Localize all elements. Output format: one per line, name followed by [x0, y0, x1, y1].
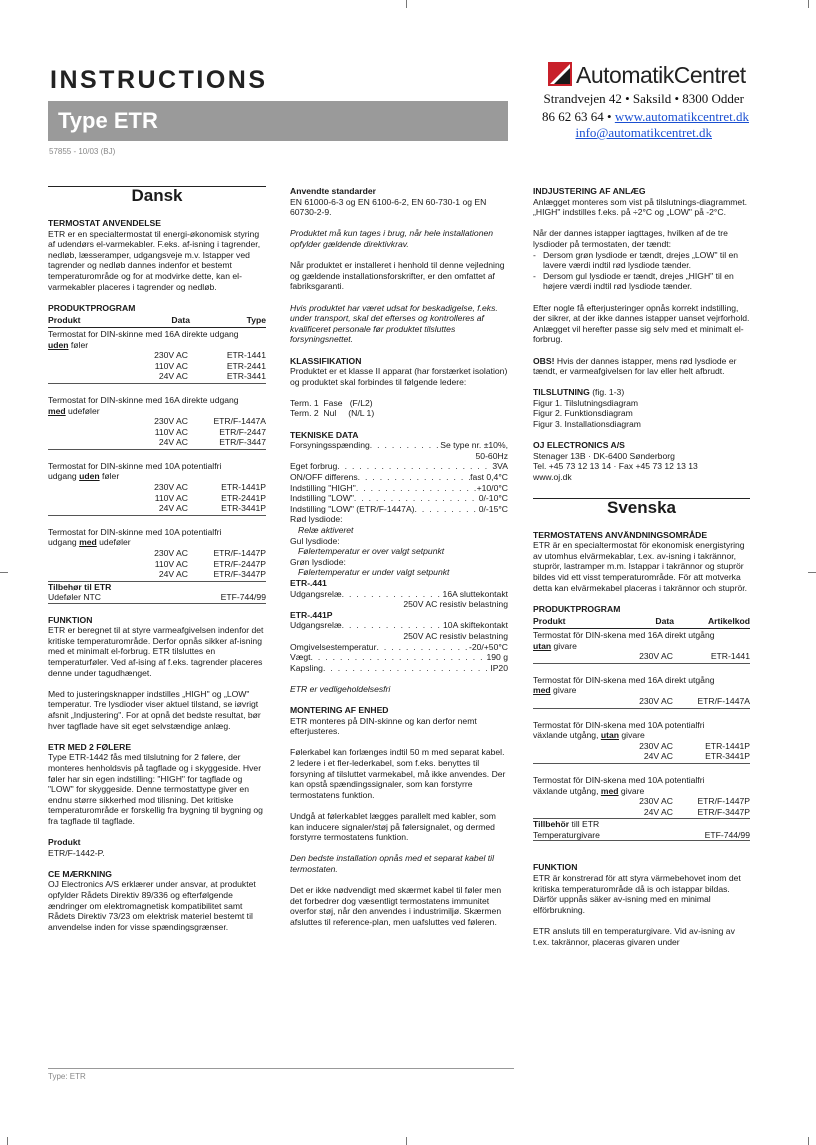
product-row — [533, 696, 750, 707]
product-row — [48, 416, 266, 427]
led-green-label: Grøn lysdiode: — [290, 556, 346, 567]
product-voltage: 110V AC — [154, 558, 188, 569]
product-row — [48, 559, 266, 570]
tech-value: IP20 — [490, 662, 508, 673]
tech-value: 0/-10°C — [478, 493, 508, 504]
terminal-1: Term. 1 Fase (F/L2) — [290, 397, 373, 408]
tech-data-list — [290, 440, 508, 514]
product-desc-suffix: udeføler — [96, 537, 131, 548]
section-heading: FUNKTION — [48, 614, 93, 625]
product-table-svenska — [533, 630, 750, 819]
tech-row — [290, 642, 508, 653]
product-type-code: ETR/F-1447A — [213, 416, 266, 427]
paragraph: ETR er en specialtermostat til energi-økonomisk styring af udendørs el-varmekabler. F.eks. af-isning i tagrender, nedløb, læsseramper, udgangsveje m.v. Istapper ved tagrender og nedløb dannes indenfor et bestemt temperaturområde og for at modvirke dette, kan el-varmekabler placeres i tagrender og nedløb. — [48, 228, 261, 292]
product-table-header — [533, 616, 750, 629]
list-item-text: Dersom grøn lysdiode er tændt, drejes „LOW" til en lavere værdi indtil rød lysdiode tænder. — [543, 249, 739, 271]
tech-value-cont: 50-60Hz — [475, 450, 508, 461]
tech-value: 3VA — [492, 461, 508, 472]
leader-dots — [354, 493, 479, 504]
list-item: - Dersom gul lysdiode er tændt, drejes „HIGH" til en højere værdi indtil rød lysdiode tænder. — [533, 271, 750, 292]
product-desc-prefix: udgang — [48, 537, 80, 548]
paragraph: Det er ikke nødvendigt med skærmet kabel til føler men det forbedrer dog væsentligt termostatens immunitet overfor støj, når den anvendes i industrimiljø. Skærmen afsluttes til reference-plan, men uafsluttes ved føleren. — [290, 885, 502, 927]
product-description: Termostat for DIN-skinne med 16A direkte udgang — [48, 394, 239, 405]
product-voltage: 230V AC — [639, 651, 673, 662]
leader-dots — [342, 620, 443, 631]
accessory-heading: Tilbehør til ETR — [48, 581, 112, 592]
col-header-type: Type — [246, 315, 266, 326]
product-desc-prefix: växlande utgång, — [533, 785, 601, 796]
paragraph: ETR är konstrerad för att styra värmebehovet inom det kritiska temperaturområde då is och istappar bildas. Därför uppnås säker av-isning med en minimal elförbrukning. — [533, 873, 741, 915]
accessory-heading-line — [533, 819, 750, 830]
product-desc-suffix: føler — [68, 339, 89, 350]
product-row — [48, 427, 266, 438]
paragraph: ETR/F-1442-P. — [48, 847, 105, 858]
list-item: - Dersom grøn lysdiode er tændt, drejes „LOW" til en lavere værdi indtil rød lysdiode tænder. — [533, 250, 750, 271]
product-type-code: ETR/F-2447P — [213, 558, 266, 569]
email-line — [575, 125, 712, 141]
product-type-code: ETR-1441 — [226, 350, 266, 361]
product-description-line2 — [48, 471, 266, 482]
tech-value: fast 0,4°C — [470, 472, 508, 483]
product-description-line2 — [48, 537, 266, 548]
tech-label: Udgangsrelæ — [290, 620, 342, 631]
product-voltage: 230V AC — [154, 482, 188, 493]
type-bar — [48, 101, 508, 141]
product-keyword: utan — [533, 640, 552, 651]
product-description: Termostat för DIN-skena med 16A direkt utgång — [533, 674, 715, 685]
product-group — [533, 630, 750, 664]
product-description: Termostat for DIN-skinne med 10A potentialfri — [48, 460, 222, 471]
product-type-code: ETR/F-2447 — [219, 426, 266, 437]
section-heading: Produkt — [48, 837, 81, 848]
product-voltage: 24V AC — [158, 437, 188, 448]
section-heading: OJ ELECTRONICS A/S — [533, 440, 625, 451]
tech-row — [290, 493, 508, 504]
paragraph: Produktet er et klasse II apparat (har forstærket isolation) og produktet skal forbindes til følgende ledere: — [290, 366, 508, 387]
paragraph: Når der dannes istapper iagttages, hvilken af de tre lysdioder på termostaten, der tændt: — [533, 228, 728, 249]
tech-value: 16A sluttekontakt — [442, 588, 508, 599]
relay-heading: ETR-.441 — [290, 577, 327, 588]
leader-dots — [311, 652, 487, 663]
product-group — [533, 720, 750, 764]
footer-text: Type: ETR — [48, 1072, 86, 1081]
product-row — [533, 796, 750, 807]
product-group — [48, 395, 266, 450]
italic-note: Hvis produktet har været udsat for beskadigelse, f.eks. under transport, skal det efterses og kontrolleres af kvalificeret personale før produktet tilsluttes forsyningsnettet. — [290, 302, 498, 345]
led-green-value: Følertemperatur er under valgt setpunkt — [298, 567, 450, 578]
product-keyword: med — [600, 785, 619, 796]
tech-label: Omgivelsestemperatur — [290, 641, 377, 652]
section-heading: PRODUKTPROGRAM — [533, 603, 621, 614]
italic-note: Produktet må kun tages i brug, når hele installationen opfylder gældende direktivkrav. — [290, 228, 494, 249]
paragraph: ETR ansluts till en temperaturgivare. Vid av-isning av t.ex. takrännor, placeras givaren under — [533, 926, 735, 947]
product-description: Termostat for DIN-skinne med 16A direkte udgang — [48, 328, 239, 339]
product-type-code: ETR-3441 — [226, 371, 266, 382]
product-group — [533, 775, 750, 819]
obs-label: OBS! — [533, 355, 555, 366]
product-voltage: 24V AC — [158, 569, 188, 580]
leader-dots — [415, 504, 479, 515]
section-heading: PRODUKTPROGRAM — [48, 302, 136, 313]
product-description: Termostat for DIN-skinne med 10A potentialfri — [48, 526, 222, 537]
company-phone: 86 62 63 64 • — [542, 109, 615, 124]
product-voltage: 230V AC — [154, 548, 188, 559]
company-line: Stenager 13B · DK-6400 Sønderborg — [533, 450, 675, 461]
accessory-name: Udeføler NTC — [48, 592, 102, 603]
product-group — [533, 675, 750, 709]
section-heading: TERMOSTAT ANVENDELSE — [48, 218, 161, 228]
leader-dots — [376, 642, 469, 653]
tech-row — [290, 504, 508, 515]
tech-label: Udgangsrelæ — [290, 588, 342, 599]
tech-row — [290, 472, 508, 483]
column-3 — [533, 186, 750, 947]
product-row — [48, 503, 266, 514]
product-voltage: 110V AC — [154, 492, 188, 503]
company-address: Strandvejen 42 • Saksild • 8300 Odder — [543, 91, 744, 106]
figure-item: Figur 2. Funktionsdiagram — [533, 408, 633, 419]
led-yellow-value: Følertemperatur er over valgt setpunkt — [298, 546, 445, 557]
section-heading: INDJUSTERING AF ANLÆG — [533, 186, 646, 196]
product-desc-suffix: udeføler — [65, 405, 100, 416]
tech-row — [290, 483, 508, 494]
product-type-code: ETR-1441 — [710, 651, 750, 662]
italic-note: Den bedste installation opnås med et separat kabel til termostaten. — [290, 853, 494, 874]
product-keyword: med — [533, 685, 551, 696]
page-title: INSTRUCTIONS — [50, 66, 268, 94]
product-type-code: ETR/F-3447 — [219, 437, 266, 448]
section-heading: FUNKTION — [533, 862, 578, 873]
product-keyword: med — [79, 537, 97, 548]
product-desc-suffix: givare — [619, 730, 645, 741]
paragraph: ETR är en specialtermostat för ekonomisk energistyring av utomhus elvärmekablar, t.ex. av-isning i takrännor, stuprör, lastramper m.m. Istappar i takrännor og stuprör bildes vid ett visst temperaturområde. För att motverka detta kan elvärmekabel placeras i takrännor och stuprör. — [533, 540, 748, 593]
product-row — [48, 371, 266, 382]
col-header-produkt: Produkt — [533, 616, 566, 627]
section-heading: TERMOSTATENS ANVÄNDNINGSOMRÅDE — [533, 529, 708, 540]
tech-value: 0/-15°C — [478, 503, 508, 514]
product-type-code: ETR/F-1447P — [697, 796, 750, 807]
section-heading-line — [533, 387, 750, 398]
accessory-row — [533, 830, 750, 842]
company-line: Tel. +45 73 12 13 14 · Fax +45 73 12 13 13 — [533, 461, 698, 472]
led-red-label: Rød lysdiode: — [290, 514, 343, 525]
product-type-code: ETR-1441P — [221, 482, 266, 493]
product-desc-prefix: udgang — [48, 471, 80, 482]
col-header-data: Data — [171, 315, 190, 326]
website-link[interactable]: www.automatikcentret.dk — [614, 109, 749, 124]
tech-label: ON/OFF differens — [290, 472, 358, 483]
product-voltage: 230V AC — [154, 416, 188, 427]
product-desc-suffix: føler — [99, 471, 120, 482]
paragraph: Undgå at følerkablet lægges parallelt med kabler, som kan inducere signaler/støj på følersignalet, og dermed forstyrre termostatens funktion. — [290, 811, 496, 843]
accessory-heading: Tillbehör — [533, 819, 570, 830]
product-voltage: 24V AC — [643, 806, 673, 817]
product-description-line2 — [48, 340, 266, 351]
tech-value: -20/+50°C — [468, 641, 508, 652]
section-heading: TEKNISKE DATA — [290, 429, 359, 440]
product-type-code: ETR/F-1447P — [213, 548, 266, 559]
tech-label: Indstilling "LOW" — [290, 493, 354, 504]
column-2 — [290, 186, 508, 928]
led-red-value: Relæ aktiveret — [298, 525, 354, 535]
product-group — [48, 461, 266, 516]
product-description-line2 — [533, 641, 750, 652]
section-heading: KLASSIFIKATION — [290, 355, 362, 366]
document-number: 57855 - 10/03 (BJ) — [49, 147, 116, 156]
paragraph: Anlægget monteres som vist på tilslutnings-diagrammet. „HIGH" indstilles f.eks. på ÷2°C og „LOW" på -2°C. — [533, 196, 747, 218]
product-voltage: 24V AC — [158, 503, 188, 514]
paragraph: OJ Electronics A/S erklærer under ansvar, at produktet opfylder Rådets Direktiv 89/336 og efterfølgende ændringer om elektromagnetisk kompatibilitet samt Rådets Direktiv 73/23 om elektrisk materiel bestemt til anvendelse inden for visse spændingsgrænser. — [48, 879, 256, 932]
tech-row — [290, 461, 508, 472]
tech-row — [290, 589, 508, 600]
tech-row — [290, 663, 508, 674]
tech-value: 10A skiftekontakt — [443, 620, 508, 631]
tech-label: Forsyningsspænding — [290, 440, 370, 451]
product-type-code: ETR/F-3447P — [697, 806, 750, 817]
product-voltage: 110V AC — [154, 360, 188, 371]
paragraph: Når produktet er installeret i henhold til denne vejledning og gældende installationsforskrifter, er den omfattet af fabriksgaranti. — [290, 260, 505, 292]
accessory-type: ETF-744/99 — [220, 592, 266, 603]
product-type-code: ETR-2441 — [226, 360, 266, 371]
tech-data-list-2 — [290, 642, 508, 674]
product-description-line2 — [533, 685, 750, 696]
product-row — [48, 437, 266, 448]
led-yellow-label: Gul lysdiode: — [290, 535, 340, 546]
product-table-header — [48, 315, 266, 328]
product-type-code: ETR/F-1447A — [697, 695, 750, 706]
section-heading: MONTERING AF ENHED — [290, 705, 389, 716]
product-row — [48, 548, 266, 559]
tech-value-cont: 250V AC resistiv belastning — [403, 630, 508, 641]
tech-value-cont: 250V AC resistiv belastning — [403, 599, 508, 610]
paragraph: ETR monteres på DIN-skinne og kan derfor nemt efterjusteres. — [290, 715, 477, 737]
tech-label: Eget forbrug — [290, 461, 338, 472]
column-1 — [48, 186, 266, 932]
leader-dots — [370, 440, 440, 451]
product-desc-suffix: givare — [551, 640, 577, 651]
product-type-code: ETR/F-3447P — [213, 569, 266, 580]
obs-paragraph — [533, 356, 750, 377]
product-row — [48, 493, 266, 504]
product-desc-suffix: givare — [618, 785, 645, 796]
tech-label: Vægt — [290, 652, 311, 663]
company-phone-line — [542, 109, 749, 125]
tech-row — [290, 440, 508, 451]
tech-row — [290, 620, 508, 631]
figure-item: Figur 1. Tilslutningsdiagram — [533, 397, 639, 408]
product-voltage: 230V AC — [639, 796, 673, 807]
company-website: www.oj.dk — [533, 472, 572, 483]
product-description-line2 — [533, 786, 750, 797]
logo-text: AutomatikCentret — [576, 62, 746, 88]
product-desc-prefix: växlande utgång, — [533, 730, 601, 741]
product-voltage: 230V AC — [639, 740, 673, 751]
paragraph: Følerkabel kan forlænges indtil 50 m med separat kabel. 2 ledere i et fler-lederkabel, som f.eks. benyttes til forsyning af tilsluttet varmekabel, må ikke anvendes. Der kan opstå spændingssignaler, som kan forstyrre termostatens funktion. — [290, 747, 506, 800]
logo-mark-icon — [548, 62, 572, 86]
product-description: Termostat för DIN-skena med 16A direkt utgång — [533, 629, 715, 640]
tech-value: +10/0°C — [476, 482, 508, 493]
product-description-line2 — [48, 406, 266, 417]
product-table-dansk — [48, 329, 266, 582]
tech-label: Kapsling — [290, 662, 323, 673]
product-voltage: 24V AC — [643, 751, 673, 762]
product-type-code: ETR-1441P — [705, 740, 750, 751]
leader-dots — [342, 589, 443, 600]
tech-label: Indstilling "LOW" (ETR/F-1447A) — [290, 503, 415, 514]
accessory-row — [48, 592, 266, 604]
product-group — [48, 329, 266, 384]
tech-row — [290, 652, 508, 663]
list-item-text: Dersom gul lysdiode er tændt, drejes „HIGH" til en højere værdi indtil rød lysdiode tænder. — [543, 270, 734, 292]
product-row — [48, 569, 266, 580]
email-link[interactable]: info@automatikcentret.dk — [575, 125, 712, 140]
page-footer — [48, 1068, 514, 1081]
product-row — [533, 741, 750, 752]
product-row — [48, 361, 266, 372]
accessory-type: ETF-744/99 — [704, 829, 750, 840]
product-description-line2 — [533, 730, 750, 741]
col-header-produkt: Produkt — [48, 315, 81, 326]
paragraph: ETR er beregnet til at styre varmeafgivelsen indenfor det kritiske temperaturområde. Derfor opnås sikker af-isning med et minimalt el-forbrug. ETR tilsluttes en temperaturføler. Ved af-ising af f.eks. tagrender placeres denne under tagudhænget. — [48, 625, 264, 678]
leader-dots — [356, 483, 477, 494]
product-voltage: 230V AC — [154, 350, 188, 361]
tech-value: 190 g — [486, 652, 508, 663]
product-row — [533, 807, 750, 818]
paragraph: Efter nogle få efterjusteringer opnås korrekt indstilling, der sikrer, at der ikke dannes istapper uanset vejrforhold. Anlægget vil herefter passe sig selv med et minimalt el-forbrug. — [533, 302, 750, 345]
paragraph: EN 61000-6-3 og EN 6100-6-2, EN 60-730-1 og EN 60730-2-9. — [290, 196, 487, 218]
terminal-2: Term. 2 Nul (N/L 1) — [290, 408, 375, 419]
language-heading-dansk: Dansk — [48, 186, 266, 214]
figure-ref: (fig. 1-3) — [589, 387, 625, 398]
language-heading-svenska: Svenska — [533, 498, 750, 526]
col-header-artikelkod: Artikelkod — [707, 616, 750, 627]
col-header-data: Data — [655, 616, 674, 627]
figure-item: Figur 3. Installationsdiagram — [533, 419, 641, 430]
section-heading: CE MÆRKNING — [48, 868, 112, 879]
product-voltage: 230V AC — [639, 695, 673, 706]
paragraph: Type ETR-1442 fås med tilslutning for 2 følere, der monteres henholdsvis på tagflade og i skyggeside. Hver føler har sin egen indstilling: "HIGH" for tagflade og "LOW" for skyggeside. Denne termostattype giver en endnu større sikkerhed mod tilisning. Det kritiske temperaturområde er forskellig fra bygning til bygning og fra tagflade til tagflade. — [48, 752, 263, 826]
relay-heading: ETR-.441P — [290, 609, 333, 620]
product-description: Termostat för DIN-skena med 10A potentialfri — [533, 719, 705, 730]
product-group — [48, 527, 266, 582]
product-row — [48, 350, 266, 361]
paragraph: Med to justeringsknapper indstilles „HIGH" og „LOW" temperatur. Tre lysdioder viser aktuel tilstand, se iøvrigt afsnit „Indjustering". For at opnå det bedste resultat, bør hver tagflade have sit eget selvstændige anlæg. — [48, 688, 261, 731]
product-type-code: ETR-3441P — [221, 503, 266, 514]
product-description: Termostat för DIN-skena med 10A potentialfri — [533, 774, 705, 785]
product-voltage: 110V AC — [154, 426, 188, 437]
section-heading: TILSLUTNING — [533, 387, 590, 398]
italic-note: ETR er vedligeholdelsesfri — [290, 683, 391, 694]
product-keyword: med — [48, 405, 66, 416]
tech-value: Se type nr. ±10%, — [440, 440, 508, 451]
product-keyword: utan — [600, 730, 619, 741]
section-heading: ETR MED 2 FØLERE — [48, 741, 132, 752]
product-row — [533, 651, 750, 662]
product-type-code: ETR-2441P — [221, 492, 266, 503]
leader-dots — [358, 472, 471, 483]
accessory-name: Temperaturgivare — [533, 829, 600, 840]
leader-dots — [337, 461, 492, 472]
product-voltage: 24V AC — [158, 371, 188, 382]
product-keyword: uden — [48, 339, 69, 350]
accessory-heading-suffix: till ETR — [569, 819, 600, 830]
product-keyword: uden — [79, 471, 100, 482]
brand-logo — [548, 60, 748, 92]
product-type-code: ETR-3441P — [705, 751, 750, 762]
product-row — [533, 751, 750, 762]
tech-label: Indstilling "HIGH" — [290, 482, 356, 493]
obs-text: Hvis der dannes istapper, mens rød lysdiode er tændt, er varmeafgivelsen for lav eller helt afbrudt. — [533, 355, 737, 377]
section-heading: Anvendte standarder — [290, 186, 376, 196]
product-desc-suffix: givare — [550, 685, 577, 696]
leader-dots — [323, 663, 490, 674]
product-row — [48, 482, 266, 493]
type-label: Type ETR — [58, 108, 158, 133]
